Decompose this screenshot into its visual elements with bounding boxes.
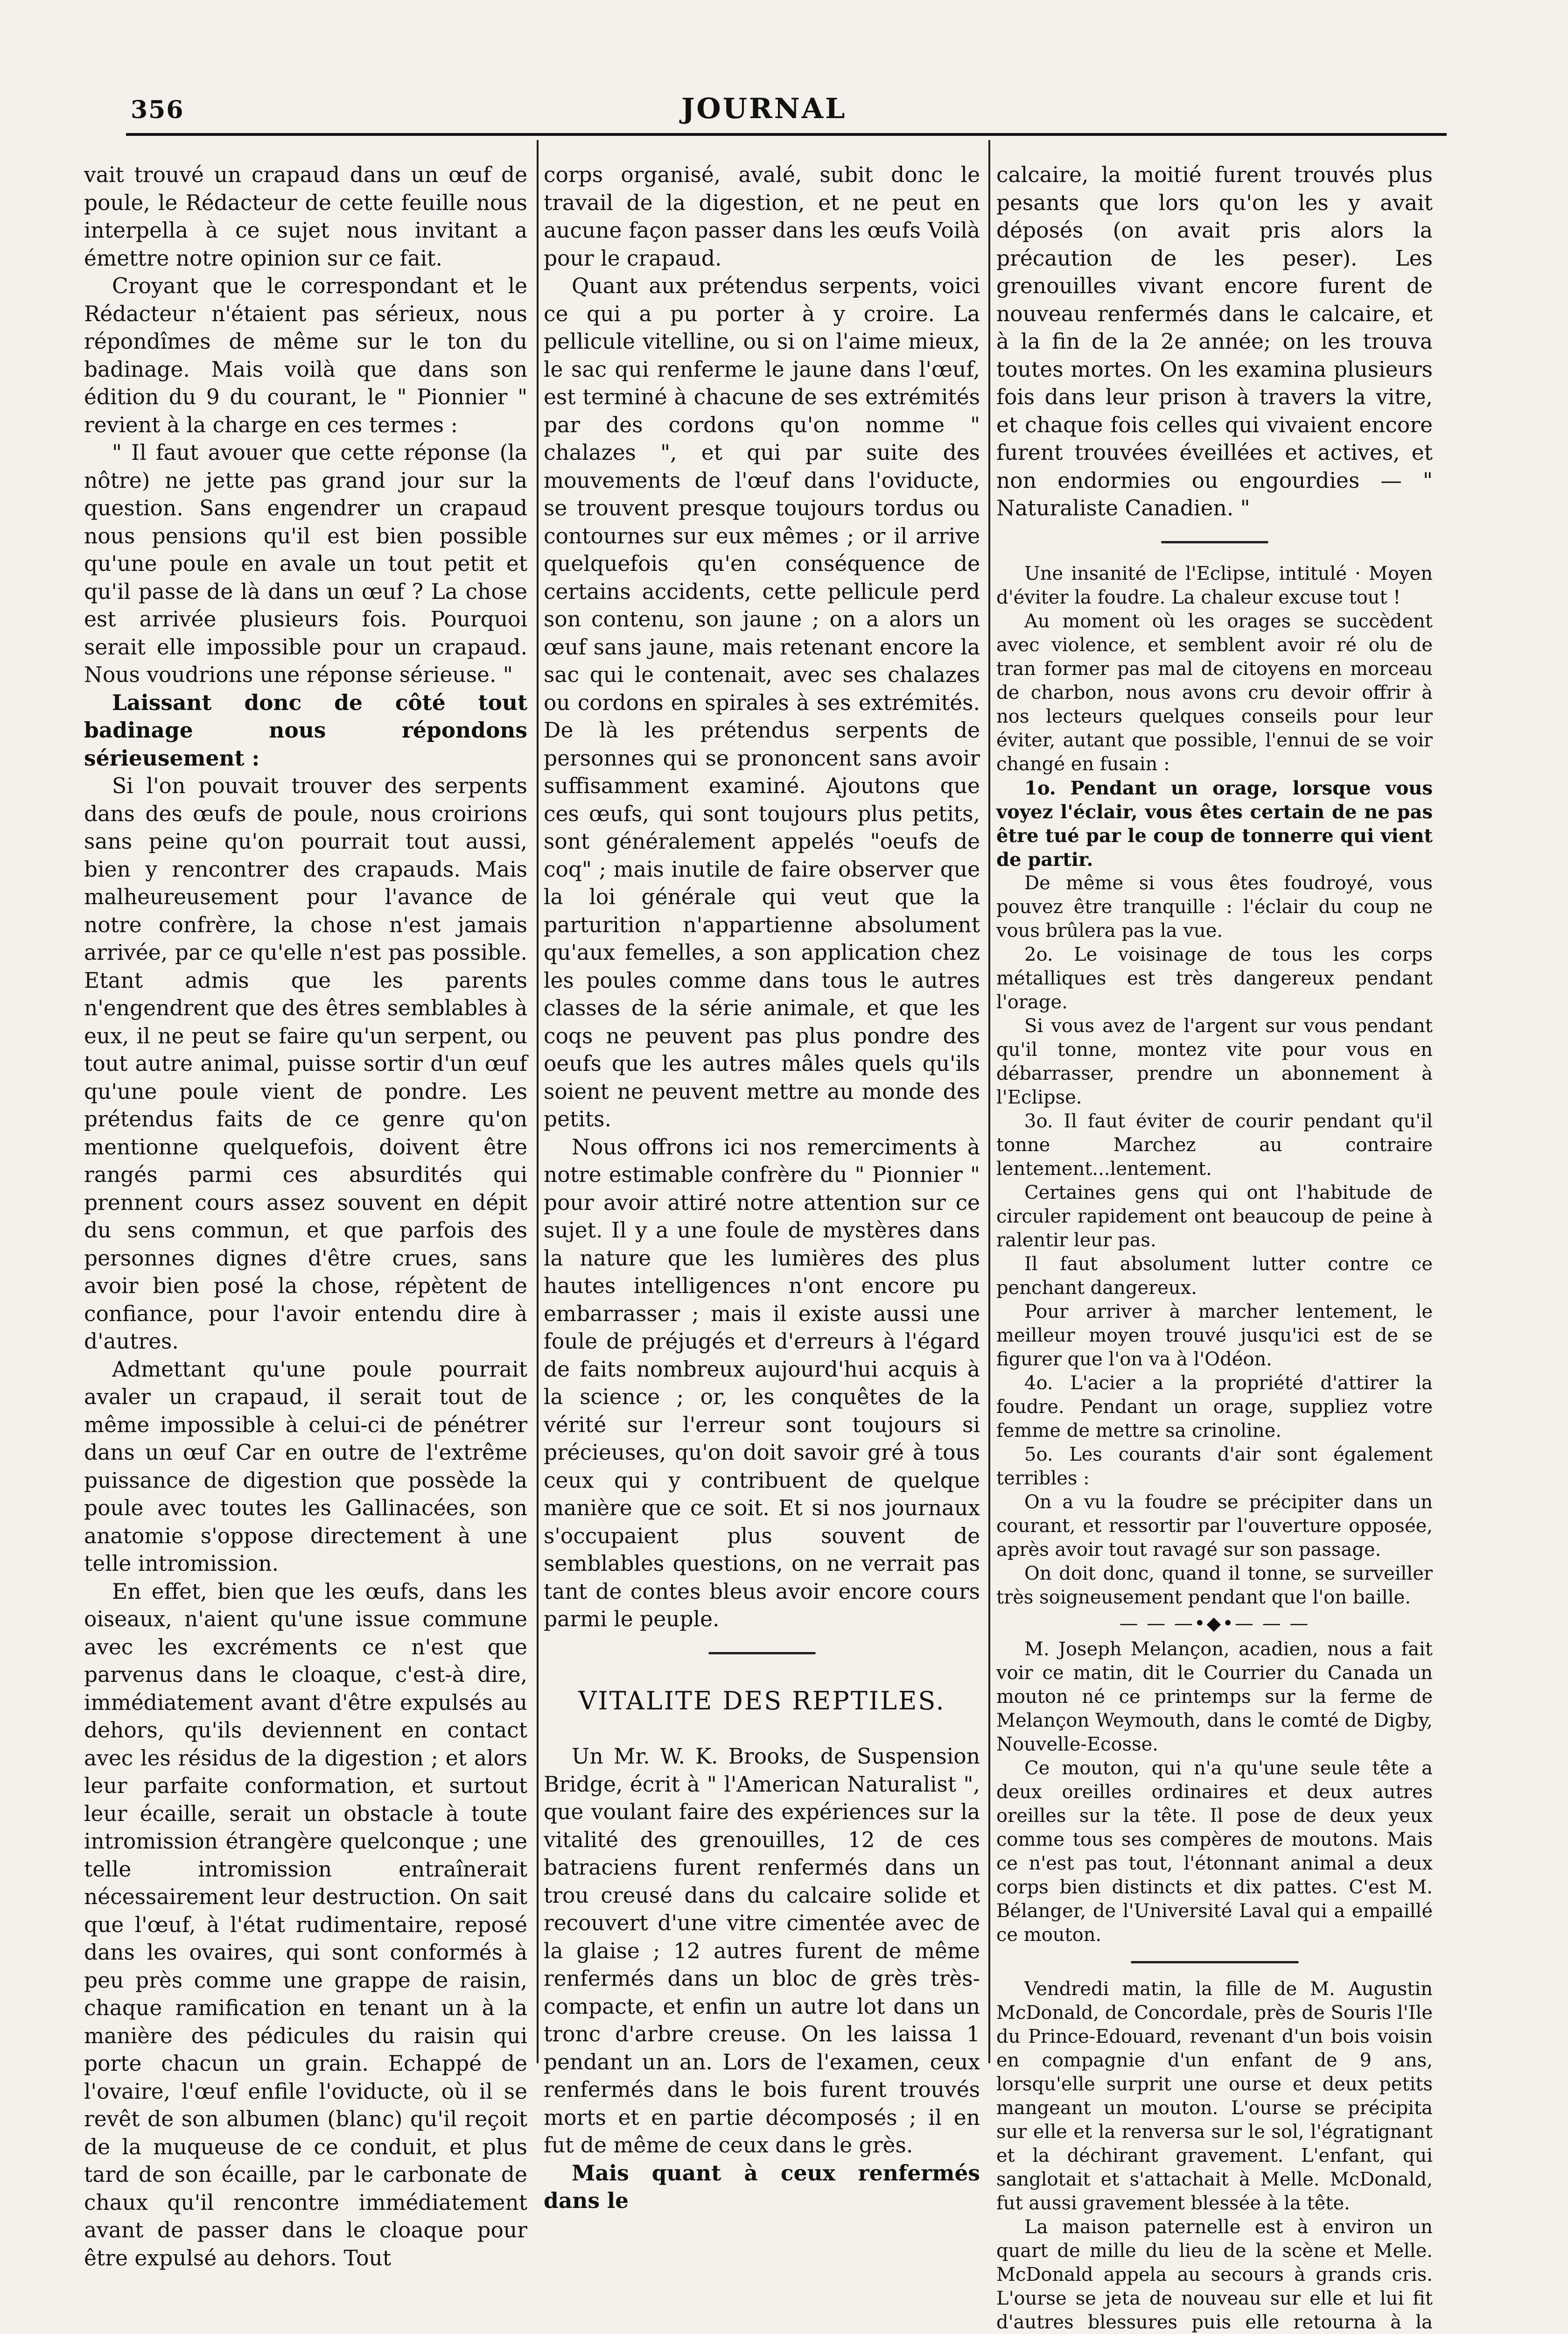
ornament-divider: — — —•◆•— — — — [996, 1610, 1433, 1638]
paragraph: 5o. Les courants d'air sont également terribles : — [996, 1443, 1433, 1490]
sheep-article — [996, 1638, 1433, 1947]
section-title: VITALITE DES REPTILES. — [544, 1687, 980, 1715]
journal-title: JOURNAL — [681, 92, 847, 125]
column-divider-1 — [537, 140, 539, 2063]
paragraph: corps organisé, avalé, subit donc le travail de la digestion, et ne peut en aucune façon passer dans les œufs Voilà pour le crapaud. — [544, 161, 980, 272]
paragraph: Admettant qu'une poule pourrait avaler un crapaud, il serait tout de même impossible à celui-ci de pénétrer dans un œuf Car en outre de l'extrême puissance de digestion que possède la poule avec toutes les Gallinacées, son anatomie s'oppose directement à une telle intromission. — [84, 1356, 527, 1578]
paragraph: Laissant donc de côté tout badinage nous répondons sérieusement : — [84, 689, 527, 773]
section-divider — [1161, 541, 1268, 543]
bear-article — [996, 1977, 1433, 2334]
paragraph: Il faut absolument lutter contre ce penchant dangereux. — [996, 1252, 1433, 1300]
paragraph: La maison paternelle est à environ un quart de mille du lieu de la scène et Melle. McDonald appela au secours à grands cris. L'ourse se jeta de nouveau sur elle et lui fit d'autres blessures puis elle retourna à la — [996, 2215, 1433, 2334]
column-2 — [544, 161, 980, 2215]
page-number: 356 — [131, 96, 184, 124]
section-divider — [1131, 1961, 1299, 1963]
paragraph: Certaines gens qui ont l'habitude de circuler rapidement ont beaucoup de peine à ralentir leur pas. — [996, 1181, 1433, 1252]
paragraph: Si vous avez de l'argent sur vous pendant qu'il tonne, montez vite pour vous en débarrasser, prendre un abonnement à l'Eclipse. — [996, 1014, 1433, 1110]
eclipse-article — [996, 562, 1433, 1610]
paragraph: vait trouvé un crapaud dans un œuf de poule, le Rédacteur de cette feuille nous interpella à ce sujet nous invitant a émettre notre opinion sur ce fait. — [84, 161, 527, 272]
paragraph: Un Mr. W. K. Brooks, de Suspension Bridge, écrit à " l'American Naturalist ", que voulant faire des expériences sur la vitalité des grenouilles, 12 de ces batraciens furent renfermés dans un trou creusé dans du calcaire solide et recouvert d'une vitre cimentée avec de la glaise ; 12 autres furent de même renfermés dans un bloc de grès très-compacte, et enfin un autre lot dans un tronc d'arbre creuse. On les laissa 1 pendant un an. Lors de l'examen, ceux renfermés dans le bois furent trouvés morts et en partie décomposés ; il en fut de même de ceux dans le grès. — [544, 1743, 980, 2159]
paragraph: Pour arriver à marcher lentement, le meilleur moyen trouvé jusqu'ici est de se figurer que l'on va à l'Odéon. — [996, 1300, 1433, 1371]
column-1 — [84, 161, 527, 2272]
paragraph: Vendredi matin, la fille de M. Augustin McDonald, de Concordale, près de Souris l'Ile du Prince-Edouard, revenant d'un bois voisin en compagnie d'un enfant de 9 ans, lorsqu'elle surprit une ourse et deux petits mangeant un mouton. L'ourse se précipita sur elle et la renversa sur le sol, l'égratignant et la déchirant gravement. L'enfant, qui sanglotait et s'attachait à Melle. McDonald, fut aussi gravement blessée à la tête. — [996, 1977, 1433, 2215]
paragraph: 4o. L'acier a la propriété d'attirer la foudre. Pendant un orage, suppliez votre femme de mettre sa crinoline. — [996, 1371, 1433, 1443]
paragraph: " Il faut avouer que cette réponse (la nôtre) ne jette pas grand jour sur la question. Sans engendrer un crapaud nous pensions qu'il est bien possible qu'une poule en avale un tout petit et qu'il passe de là dans un œuf ? La chose est arrivée plusieurs fois. Pourquoi serait elle impossible pour un crapaud. Nous voudrions une réponse sérieuse. " — [84, 439, 527, 689]
paragraph: Une insanité de l'Eclipse, intitulé · Moyen d'éviter la foudre. La chaleur excuse tout ! — [996, 562, 1433, 610]
paragraph: On a vu la foudre se précipiter dans un courant, et ressortir par l'ouverture opposée, après avoir tout ravagé sur son passage. — [996, 1490, 1433, 1562]
paragraph: 1o. Pendant un orage, lorsque vous voyez l'éclair, vous êtes certain de ne pas être tué par le coup de tonnerre qui vient de partir. — [996, 776, 1433, 872]
paragraph: On doit donc, quand il tonne, se surveiller très soigneusement pendant que l'on baille. — [996, 1562, 1433, 1610]
column-divider-2 — [988, 140, 990, 2063]
paragraph: Quant aux prétendus serpents, voici ce qui a pu porter à y croire. La pellicule vitelline, ou si on l'aime mieux, le sac qui renferme le jaune dans l'œuf, est terminé à chacune de ses extrémités par des cordons qu'on nomme " chalazes ", et qui par suite des mouvements de l'œuf dans l'oviducte, se trouvent presque toujours tordus ou contournes sur eux mêmes ; or il arrive quelquefois qu'en conséquence de certains accidents, cette pellicule perd son contenu, son jaune ; on a alors un œuf sans jaune, mais retenant encore la sac qui le contenait, avec ses chalazes ou cordons en spirales à ses extrémités. De là les prétendus serpents de personnes qui se prononcent sans avoir suffisamment examiné. Ajoutons que ces œufs, qui sont toujours plus petits, sont généralement appelés "oeufs de coq" ; mais inutile de faire observer que la loi générale qui veut que la parturition n'appartienne absolument qu'aux femelles, a son application chez les poules comme dans tous le autres classes de la série animale, et que les coqs ne peuvent pas plus pondre des oeufs que les autres mâles quels qu'ils soient ne peuvent mettre au monde des petits. — [544, 272, 980, 1133]
paragraph: En effet, bien que les œufs, dans les oiseaux, n'aient qu'une issue commune avec les excréments ce n'est que parvenus dans le cloaque, c'est-à dire, immédiatement avant d'être expulsés au dehors, qu'ils deviennent en contact avec les résidus de la digestion ; et alors leur parfaite conformation, et surtout leur écaille, serait un obstacle à toute intromission étrangère quelconque ; une telle intromission entraînerait nécessairement leur destruction. On sait que l'œuf, à l'état rudimentaire, reposé dans les ovaires, qui sont conformés à peu près comme une grappe de raisin, chaque ramification en tenant un à la manière des pédicules du raisin qui porte chacun un grain. Echappé de l'ovaire, l'œuf enfile l'oviducte, où il se revêt de son albumen (blanc) qu'il reçoit de la muqueuse de ce conduit, et plus tard de son écaille, par le carbonate de chaux qu'il rencontre immédiatement avant de passer dans le cloaque pour être expulsé au dehors. Tout — [84, 1578, 527, 2272]
paragraph: M. Joseph Melançon, acadien, nous a fait voir ce matin, dit le Courrier du Canada un mouton né ce printemps sur la ferme de Melançon Weymouth, dans le comté de Digby, Nouvelle-Ecosse. — [996, 1638, 1433, 1757]
paragraph: Nous offrons ici nos remerciments à notre estimable confrère du " Pionnier " pour avoir attiré notre attention sur ce sujet. Il y a une foule de mystères dans la nature que les lumières des plus hautes intelligences n'ont encore pu embarrasser ; mais il existe aussi une foule de préjugés et d'erreurs à l'égard de faits nombreux aujourd'hui acquis à la science ; or, les conquêtes de la vérité sur l'erreur sont toujours si précieuses, qu'on doit savoir gré à tous ceux qui y contribuent de quelque manière que ce soit. Et si nos journaux s'occupaient plus souvent de semblables questions, on ne verrait pas tant de contes bleus avoir encore cours parmi le peuple. — [544, 1133, 980, 1633]
section-divider — [708, 1652, 816, 1654]
paragraph: Si l'on pouvait trouver des serpents dans des œufs de poule, nous croirions sans peine qu'on pourrait tout aussi, bien y rencontrer des crapauds. Mais malheureusement pour l'avance de notre confrère, la chose n'est jamais arrivée, par ce qu'elle n'est pas possible. Etant admis que les parents n'engendrent que des êtres semblables à eux, il ne peut se faire qu'un serpent, ou tout autre animal, puisse sortir d'un œuf qu'une poule vient de pondre. Les prétendus faits de ce genre qu'on mentionne quelquefois, doivent être rangés parmi ces absurdités qui prennent cours assez souvent en dépit du sens commun, et que parfois des personnes dignes d'être crues, sans avoir bien posé la chose, répètent de confiance, pour l'avoir entendu dire à d'autres. — [84, 772, 527, 1356]
paragraph: De même si vous êtes foudroyé, vous pouvez être tranquille : l'éclair du coup ne vous brûlera pas la vue. — [996, 872, 1433, 943]
paragraph: 3o. Il faut éviter de courir pendant qu'il tonne Marchez au contraire lentement...lentement. — [996, 1110, 1433, 1181]
paragraph: Au moment où les orages se succèdent avec violence, et semblent avoir ré olu de tran former pas mal de citoyens en morceau de charbon, nous avons cru devoir offrir à nos lecteurs quelques conseils pour leur éviter, autant que possible, l'ennui de se voir changé en fusain : — [996, 610, 1433, 776]
paragraph: 2o. Le voisinage de tous les corps métalliques est très dangereux pendant l'orage. — [996, 943, 1433, 1014]
column-3 — [996, 161, 1433, 2334]
paragraph: Ce mouton, qui n'a qu'une seule tête a deux oreilles ordinaires et deux autres oreilles sur la tête. Il pose de deux yeux comme tous ses compères de moutons. Mais ce n'est pas tout, l'étonnant animal a deux corps bien distincts et dix pattes. C'est M. Bélanger, de l'Université Laval qui a empaillé ce mouton. — [996, 1757, 1433, 1947]
paragraph: Mais quant à ceux renfermés dans le — [544, 2159, 980, 2215]
header-rule — [126, 133, 1447, 136]
paragraph: calcaire, la moitié furent trouvés plus pesants que lors qu'on les y avait déposés (on avait pris alors la précaution de les peser). Les grenouilles vivant encore furent de nouveau renfermés dans le calcaire, et à la fin de la 2e année; on les trouva toutes mortes. On les examina plusieurs fois dans leur prison à travers la vitre, et chaque fois celles qui vivaient encore furent trouvées éveillées et actives, et non endormies ou engourdies — " Naturaliste Canadien. " — [996, 161, 1433, 522]
paragraph: Croyant que le correspondant et le Rédacteur n'étaient pas sérieux, nous répondîmes de même sur le ton du badinage. Mais voilà que dans son édition du 9 du courant, le " Pionnier " revient à la charge en ces termes : — [84, 272, 527, 439]
